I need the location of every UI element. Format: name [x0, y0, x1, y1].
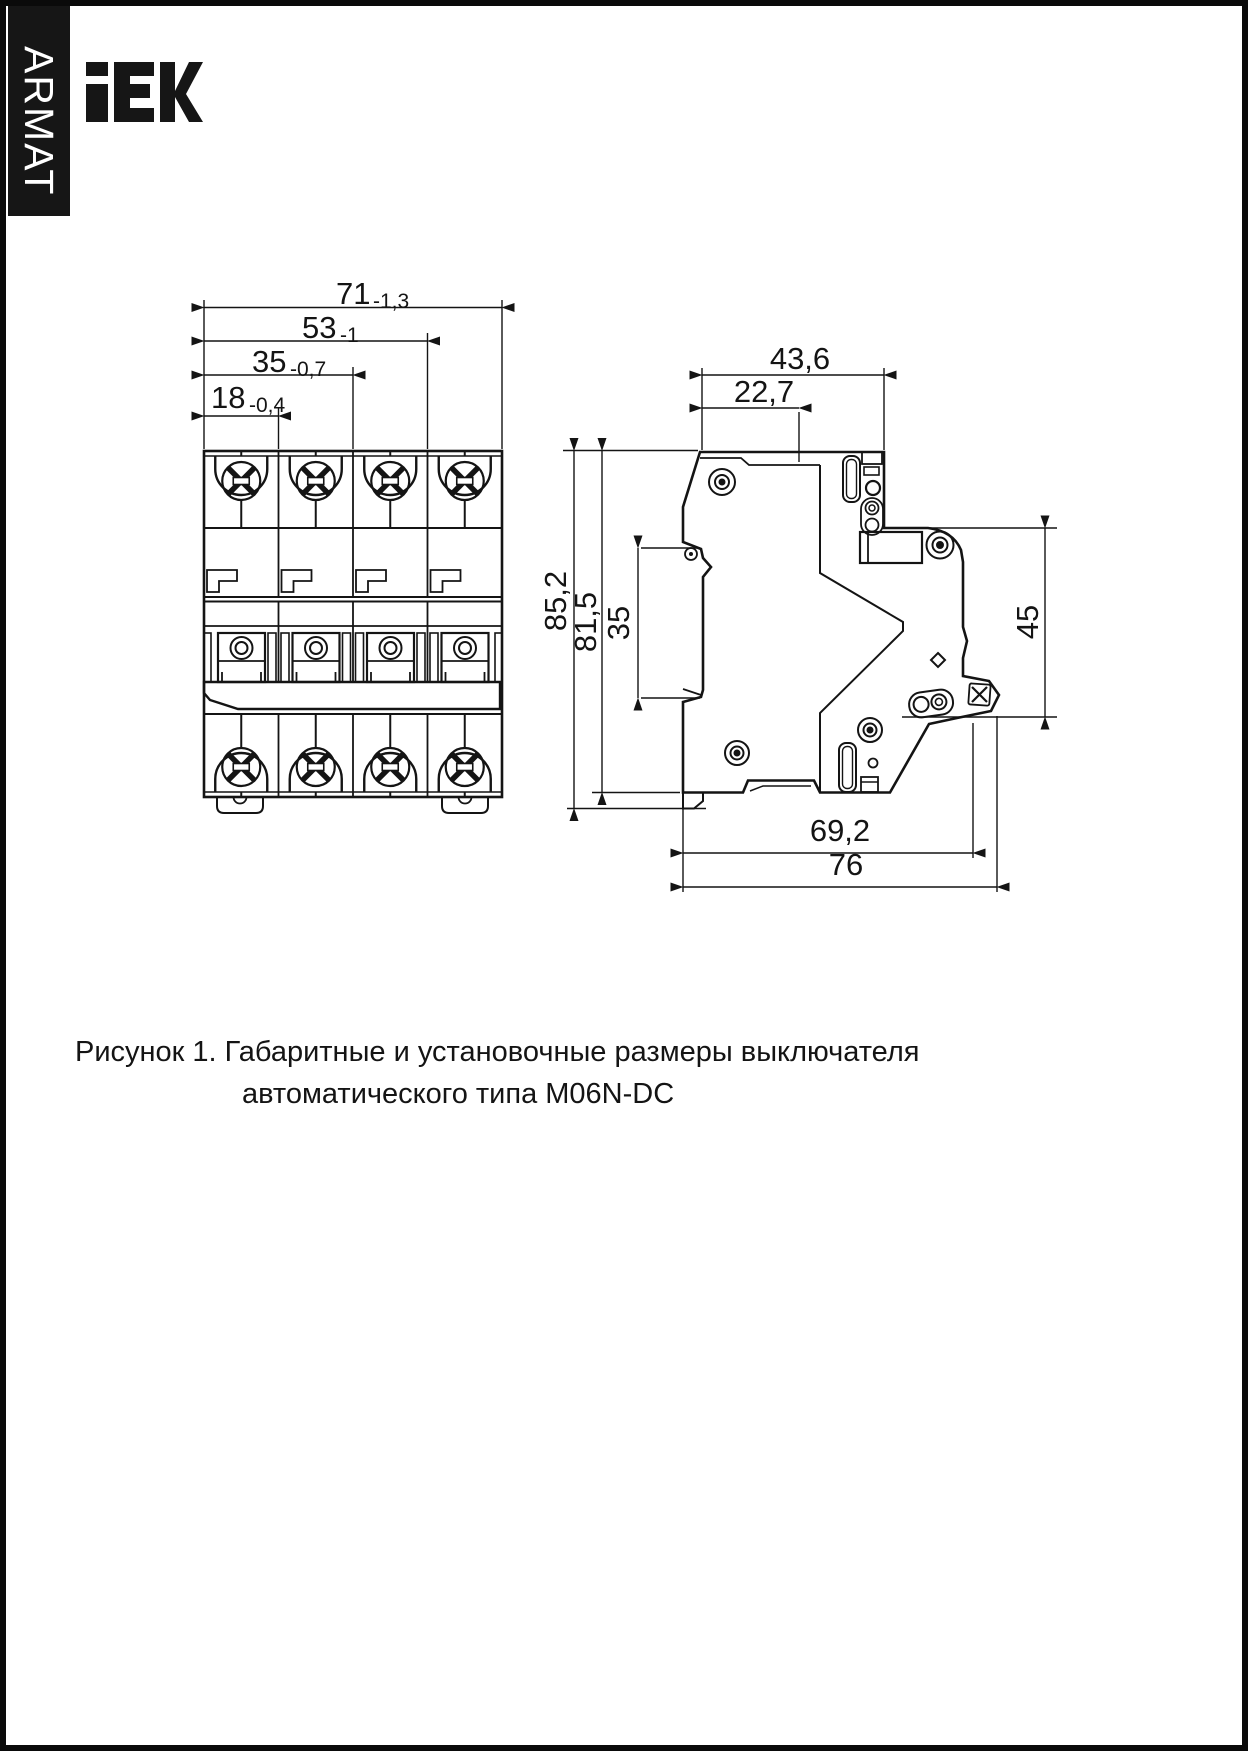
side-dim-45: 45	[1010, 604, 1045, 640]
side-dim-69-2: 69,2	[809, 813, 871, 848]
side-dim-22-7: 22,7	[733, 374, 795, 409]
side-dim-81-5: 81,5	[568, 591, 603, 653]
caption-line-1: Рисунок 1. Габаритные и установочные размеры выключателя	[75, 1036, 920, 1068]
front-dim-18: 18	[211, 380, 246, 415]
front-dim-71-tolerance: -1,3	[373, 290, 410, 313]
side-dim-43-6: 43,6	[769, 341, 831, 376]
front-dim-35: 35	[252, 344, 287, 379]
front-dim-35-tolerance: -0,7	[290, 358, 327, 381]
caption-line-2: автоматического типа M06N-DC	[242, 1078, 675, 1110]
front-dim-53-tolerance: -1	[340, 324, 359, 347]
side-dim-85-2: 85,2	[538, 570, 573, 632]
iek-logo	[86, 62, 203, 122]
front-dim-53: 53	[302, 310, 337, 345]
armat-vertical-label: ARMAT	[16, 46, 62, 197]
front-dim-18-tolerance: -0,4	[249, 394, 286, 417]
front-dim-71: 71	[336, 276, 371, 311]
side-dim-76: 76	[828, 847, 864, 882]
side-dim-35: 35	[601, 605, 636, 641]
